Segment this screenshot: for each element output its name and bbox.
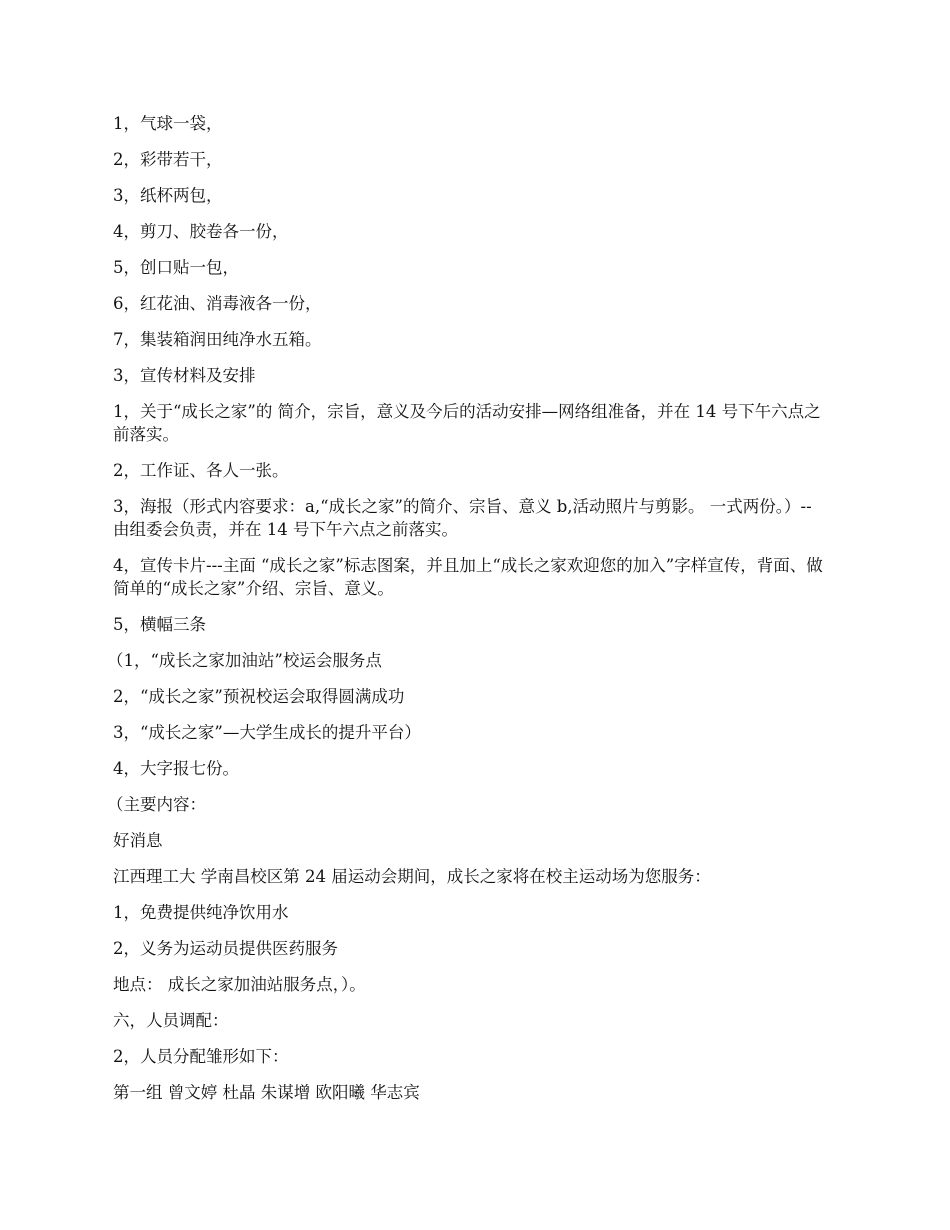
staffing-intro: 2，人员分配雏形如下： xyxy=(113,1047,289,1066)
supply-item-oil-disinfectant: 6，红花油、消毒液各一份， xyxy=(113,294,322,313)
service-item-medical: 2，义务为运动员提供医药服务 xyxy=(113,939,338,958)
supply-item-water: 7，集装箱润田纯净水五箱。 xyxy=(113,330,322,349)
publicity-item-poster: 3，海报（形式内容要求：a,“成长之家”的简介、宗旨、意义 b,活动照片与剪影。 一式两份。）--由组委会负责，并在 14 号下午六点之前落实。 xyxy=(113,497,812,539)
banner-text-1: （1，“成长之家加油站”校运会服务点 xyxy=(107,651,382,670)
supply-item-paper-cups: 3，纸杯两包， xyxy=(113,186,223,205)
section-heading-staffing: 六，人员调配： xyxy=(113,1011,229,1030)
document-body xyxy=(107,112,828,1117)
section-heading-publicity: 3，宣传材料及安排 xyxy=(113,366,256,385)
banner-text-2: 2，“成长之家”预祝校运会取得圆满成功 xyxy=(113,687,405,706)
publicity-item-intro: 1，关于“成长之家”的 简介，宗旨，意义及今后的活动安排—网络组准备，并在 14 号下午六点之前落实。 xyxy=(113,402,821,444)
supply-item-bandages: 5，创口贴一包， xyxy=(113,258,239,277)
good-news-body: 江西理工大 学南昌校区第 24 届运动会期间，成长之家将在校主运动场为您服务： xyxy=(113,867,711,886)
staff-group-1: 第一组 曾文婷 杜晶 朱谋增 欧阳曦 华志宾 xyxy=(113,1083,420,1102)
supply-item-balloons: 1，气球一袋， xyxy=(113,114,223,133)
publicity-item-badges: 2，工作证、各人一张。 xyxy=(113,461,289,480)
service-location: 地点： 成长之家加油站服务点，）。 xyxy=(113,975,366,994)
good-news-heading: 好消息 xyxy=(113,831,163,850)
banner-text-3: 3，“成长之家”—大学生成长的提升平台） xyxy=(113,723,421,742)
publicity-item-banners: 5，横幅三条 xyxy=(113,615,206,634)
service-item-water: 1，免费提供纯净饮用水 xyxy=(113,903,289,922)
publicity-item-cards: 4，宣传卡片---主面 “成长之家”标志图案，并且加上“成长之家欢迎您的加入”字样宣传，背面、做简单的“成长之家”介绍、宗旨、意义。 xyxy=(113,556,823,598)
publicity-item-big-posters: 4，大字报七份。 xyxy=(113,759,239,778)
main-content-label: （主要内容： xyxy=(107,795,206,814)
supply-item-ribbons: 2，彩带若干， xyxy=(113,150,223,169)
supply-item-scissors-tape: 4，剪刀、胶卷各一份， xyxy=(113,222,289,241)
